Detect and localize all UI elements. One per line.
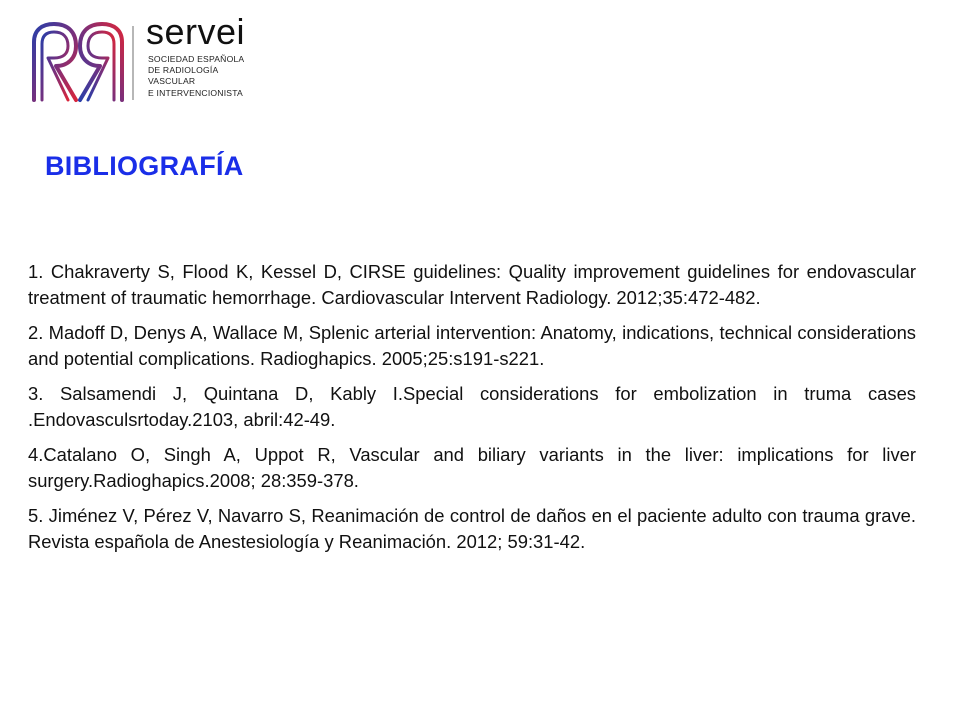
logo-subtitle-line: SOCIEDAD ESPAÑOLA [148, 54, 245, 64]
logo-subtitle [148, 54, 244, 99]
servei-logo-icon [28, 20, 128, 104]
page-title: BIBLIOGRAFÍA [45, 151, 244, 181]
reference-item: 1. Chakraverty S, Flood K, Kessel D, CIRSE guidelines: Quality improvement guidelines for endovascular treatment of traumatic hemorrhage. Cardiovascular Intervent Radiology. 2012;35:472-482. [28, 261, 916, 308]
reference-item: 4.Catalano O, Singh A, Uppot R, Vascular and biliary variants in the liver: implications for liver surgery.Radioghapics.2008; 28:359-378. [28, 444, 916, 491]
logo-subtitle-line: DE RADIOLOGÍA [148, 65, 219, 76]
logo-subtitle-line: E INTERVENCIONISTA [148, 87, 243, 98]
logo-divider [132, 26, 134, 100]
reference-list [28, 259, 916, 555]
reference-item: 3. Salsamendi J, Quintana D, Kably I.Special considerations for embolization in truma cases .Endovasculsrtoday.2103, abril:42-49. [28, 383, 916, 430]
reference-item: 5. Jiménez V, Pérez V, Navarro S, Reanimación de control de daños en el paciente adulto con trauma grave. Revista española de Anestesiología y Reanimación. 2012; 59:31-42. [28, 505, 916, 552]
reference-item: 2. Madoff D, Denys A, Wallace M, Splenic arterial intervention: Anatomy, indications, technical considerations and potential complications. Radioghapics. 2005;25:s191-s221. [28, 322, 916, 369]
logo-brand-text: servei [146, 11, 246, 52]
logo-subtitle-line: VASCULAR [148, 76, 196, 87]
